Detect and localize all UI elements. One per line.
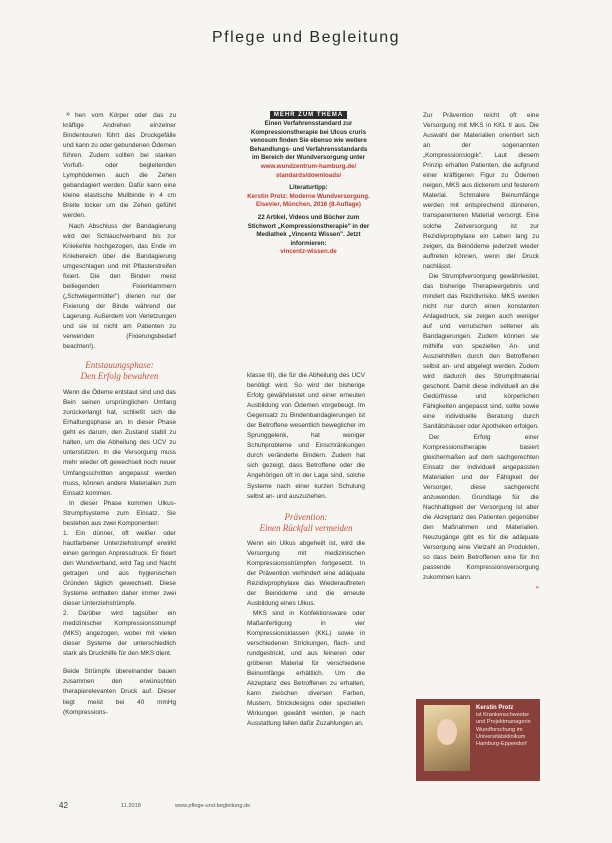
- paragraph: Der Erfolg einer Kompressionstherapie basiert gleichermaßen auf dem sachgerechten Einsatz der individuell angepassten Materialien und der Fähigkeit der Versorger, diese sachgerecht anzuwenden. Grundlage für die Nachhaltigkeit der Versorgung ist aber die Akzeptanz des Patienten gegenüber den Maßnahmen und Materialien. Neuzugänge gibt es für die adäquate Versorgung eine Vielzahl an Produkten, so dass beim Betroffenen eine für ihn passende Kompressionsversorgung zukommen kann.: [423, 433, 539, 582]
- author-box: [416, 699, 540, 781]
- paragraph: Wenn die Ödeme entstaut sind und das Bein seinen ursprünglichen Umfang zurückerlangt hat, schließt sich die Erhaltungsphase an. In dieser Phase geht es darum, den Zustand stabil zu halten, um die Abheilung des UCV zu unterstützen. In die Versorgung muss mehr wieder oft gewechselt noch neuer Umfangsschritten angepasst werden muss, können andere Materialien zum Einsatz kommen.: [63, 389, 176, 497]
- author-face: [437, 719, 457, 745]
- end-mark-icon: «: [535, 584, 539, 592]
- paragraph: 1. Ein dünner, oft weißer oder hautfarbener Unterziehstrumpf erwirkt einen geringen Anpressdruck. Er fixiert den Wundverband, wird Tag und Nacht getragen und aus hygienischen Gründen täglich gewechselt. Diese Systeme enthalten daher immer zwei dieser Unterziehstrümpfe.: [63, 529, 176, 608]
- paragraph: klasse III), die für die Abheilung des UCV benötigt wird. So wird der bisherige Erfolg gewährleistet und einer erneuten Ausbildung von Ödemen vorgebeugt. Im Gegensatz zu Bindenbandagierungen ist der Betroffene wesentlich beweglicher im Sprunggelenk, hat weniger Schuhprobleme und Einschränkungen durch veränderte Bindern. Zudem hat sich gezeigt, dass Betroffene oder die Angehörigen oft in der Lage sind, solche Systeme nach einer kurzen Schulung selbst an- und auszuziehen.: [247, 372, 365, 500]
- paragraph: MKS sind in Konfektionsware oder Maßanfertigung in vier Kompressionsklassen (KKL) sowie in verschiedenen Strickungen, flach- und rundgestrickt, und aus feineren oder gröberen Material für verschiedene Beinumfänge erhältlich. Um die Akzeptanz des Betroffenen zu erhalten, kann zwischen diversen Farben, Mustern, Strickdesigns oder speziellen Wirkungen gewählt werden, je nach Ausstattung fallen dafür Zuzahlungen an.: [247, 609, 365, 728]
- paragraph: Die Strumpfversorgung gewährleistet, das bisherige Therapieergebnis und mindert das Rezidivrisiko. MKS werden nicht nur durch einen konstanten Anlagedruck, sie zeigen auch weniger auf und verrutschen seltener als Bandagierungen. Zudem können sie mithilfe von speziellen An- und Ausziehhilfen durch den Betroffenen selbst an- und abgelegt werden. Zudem wird dadurch des Strumpfmaterial geschont. Damit diese individuell an die Gedürfnisse und körperlichen Fähigkeiten angepasst sind, sollte sowie eine individuelle Beratung durch Sanitätshäuser oder Apotheken erfolgen.: [423, 272, 539, 431]
- paragraph: In dieser Phase kommen Ulkus-Strumpfsysteme zum Einsatz. Sie bestehen aus zwei Komponenten:: [63, 499, 176, 527]
- author-bio: ist Krankenschwester und Projektmanagerin Wundforschung im Universitätsklinikum Hamburg-Eppendorf: [476, 712, 531, 748]
- section-subheading: Den Erfolg bewahren: [80, 371, 159, 382]
- article-column-2: [247, 371, 365, 730]
- info-box-tag: MEHR ZUM THEMA: [270, 111, 347, 119]
- info-box-link[interactable]: www.wundzentrum-hamburg.de/ standards/downloads/: [260, 162, 357, 179]
- issue-date: 11.2018: [121, 803, 141, 809]
- literature-text: Kerstin Protz: Moderne Wundversorgung. Elsevier, München, 2016 (8.Auflage): [247, 192, 370, 209]
- info-box-link[interactable]: vincentz-wissen.de: [280, 248, 337, 256]
- info-box: [247, 111, 370, 257]
- paragraph: Wenn ein Ulkus abgeheilt ist, wird die Versorgung mit medizinischen Kompressionsstrümpfen fortgesetzt. In der Prävention verhindert eine adäquate Rezidivprophylaxe das Wiederauftreten der Beinödeme und die erneute Ausbildung eines Ulkus.: [247, 539, 365, 607]
- info-box-text: Einen Verfahrensstandard zur Kompressionstherapie bei Ulcus cruris venosum finden Sie ebenso wie weitere Behandlungs- und Verfahrensstandards im Bereich der Wundversorgung unter: [249, 120, 368, 162]
- paragraph: Beide Strümpfe übereinander bauen zusammen den erwünschten therapierelevanten Druck auf. Dieser liegt meist bei 40 mmHg (Kompressions-: [63, 668, 176, 716]
- info-box-text: 22 Artikel, Videos und Bücher zum Stichwort „Kompressionstherapie" in der Mediathek „Vincentz Wissen". Jetzt informieren:: [247, 213, 370, 247]
- article-column-1: [63, 111, 176, 718]
- paragraph: Zur Prävention reicht oft eine Versorgung mit MKS in KKL II aus. Die Auswahl der Materialien orientiert sich an der sogenannten „Kompressionslogik". Laut diesem Prinzip erhalten Patienten, die aufgrund einer kräftigeren Figur zu Ödemen neigen, MKS aus dickerem und festerem Material. Schmalere Beinumfänge werden mit entsprechend dünneren, transparenteren Material versorgt. Eine solche Zeitversorgung ist zur Rezidivprophylaxe ein Leben lang zu zeigen, da Beinödeme jederzeit wieder auftreten können, wenn der Druck nachlässt.: [423, 112, 539, 270]
- author-name: Kerstin Protz: [476, 705, 514, 711]
- article-column-3: [423, 111, 539, 593]
- page-number: 42: [59, 801, 68, 810]
- author-bio-block: [476, 705, 536, 748]
- section-heading: Prävention:: [284, 511, 328, 522]
- literature-label: Literaturtipp:: [289, 184, 328, 192]
- section-header-title: Pflege und Begleitung: [211, 29, 401, 46]
- author-photo: [424, 705, 470, 771]
- continuation-arrow-icon: »: [66, 111, 70, 118]
- paragraph: 2. Darüber wird tagsüber ein medizinischer Kompressionsstrumpf (MKS) angezogen, wobei mit vielen dieser Systeme der unterschiedlich stark als Druckhilfe für den MKS dient.: [63, 610, 176, 658]
- section-heading: Entstauungsphase:: [85, 360, 154, 371]
- paragraph: hen vom Körper oder das zu kräftige Andrehen einzelner Bindentouren führt das Druckgefälle und kann zu oder gebundenen Ödemen führen. Zudem sollten bei starken Vorfuß- oder begleitenden Lymphödemen auch die Zehen gebandagiert werden. Dafür kann eine kleine elastische Mullbinde in 4 cm Breite locker um die Zehen geführt werden.: [63, 112, 176, 220]
- section-subheading: Einen Rückfall vermeiden: [259, 522, 353, 533]
- paragraph: Nach Abschluss der Bandagierung wird der Schlauchverband bis zur Kniekehle hochgezogen, das Ende im Kniebereich über die Bandagierung umgeschlagen und mit Pflasterstreifen fixiert. Die den Binden meist beiliegenden Fixierklammern („Schwiegermütter") dienen nur der Fixierung der Binde während der Lagerung. Außerdem von Verletzungen und sie ist nicht am Patienten zu verwenden (Fixierungsbedarf beachten!).: [63, 222, 176, 351]
- footer-url: www.pflege-und-begleitung.de: [175, 803, 251, 809]
